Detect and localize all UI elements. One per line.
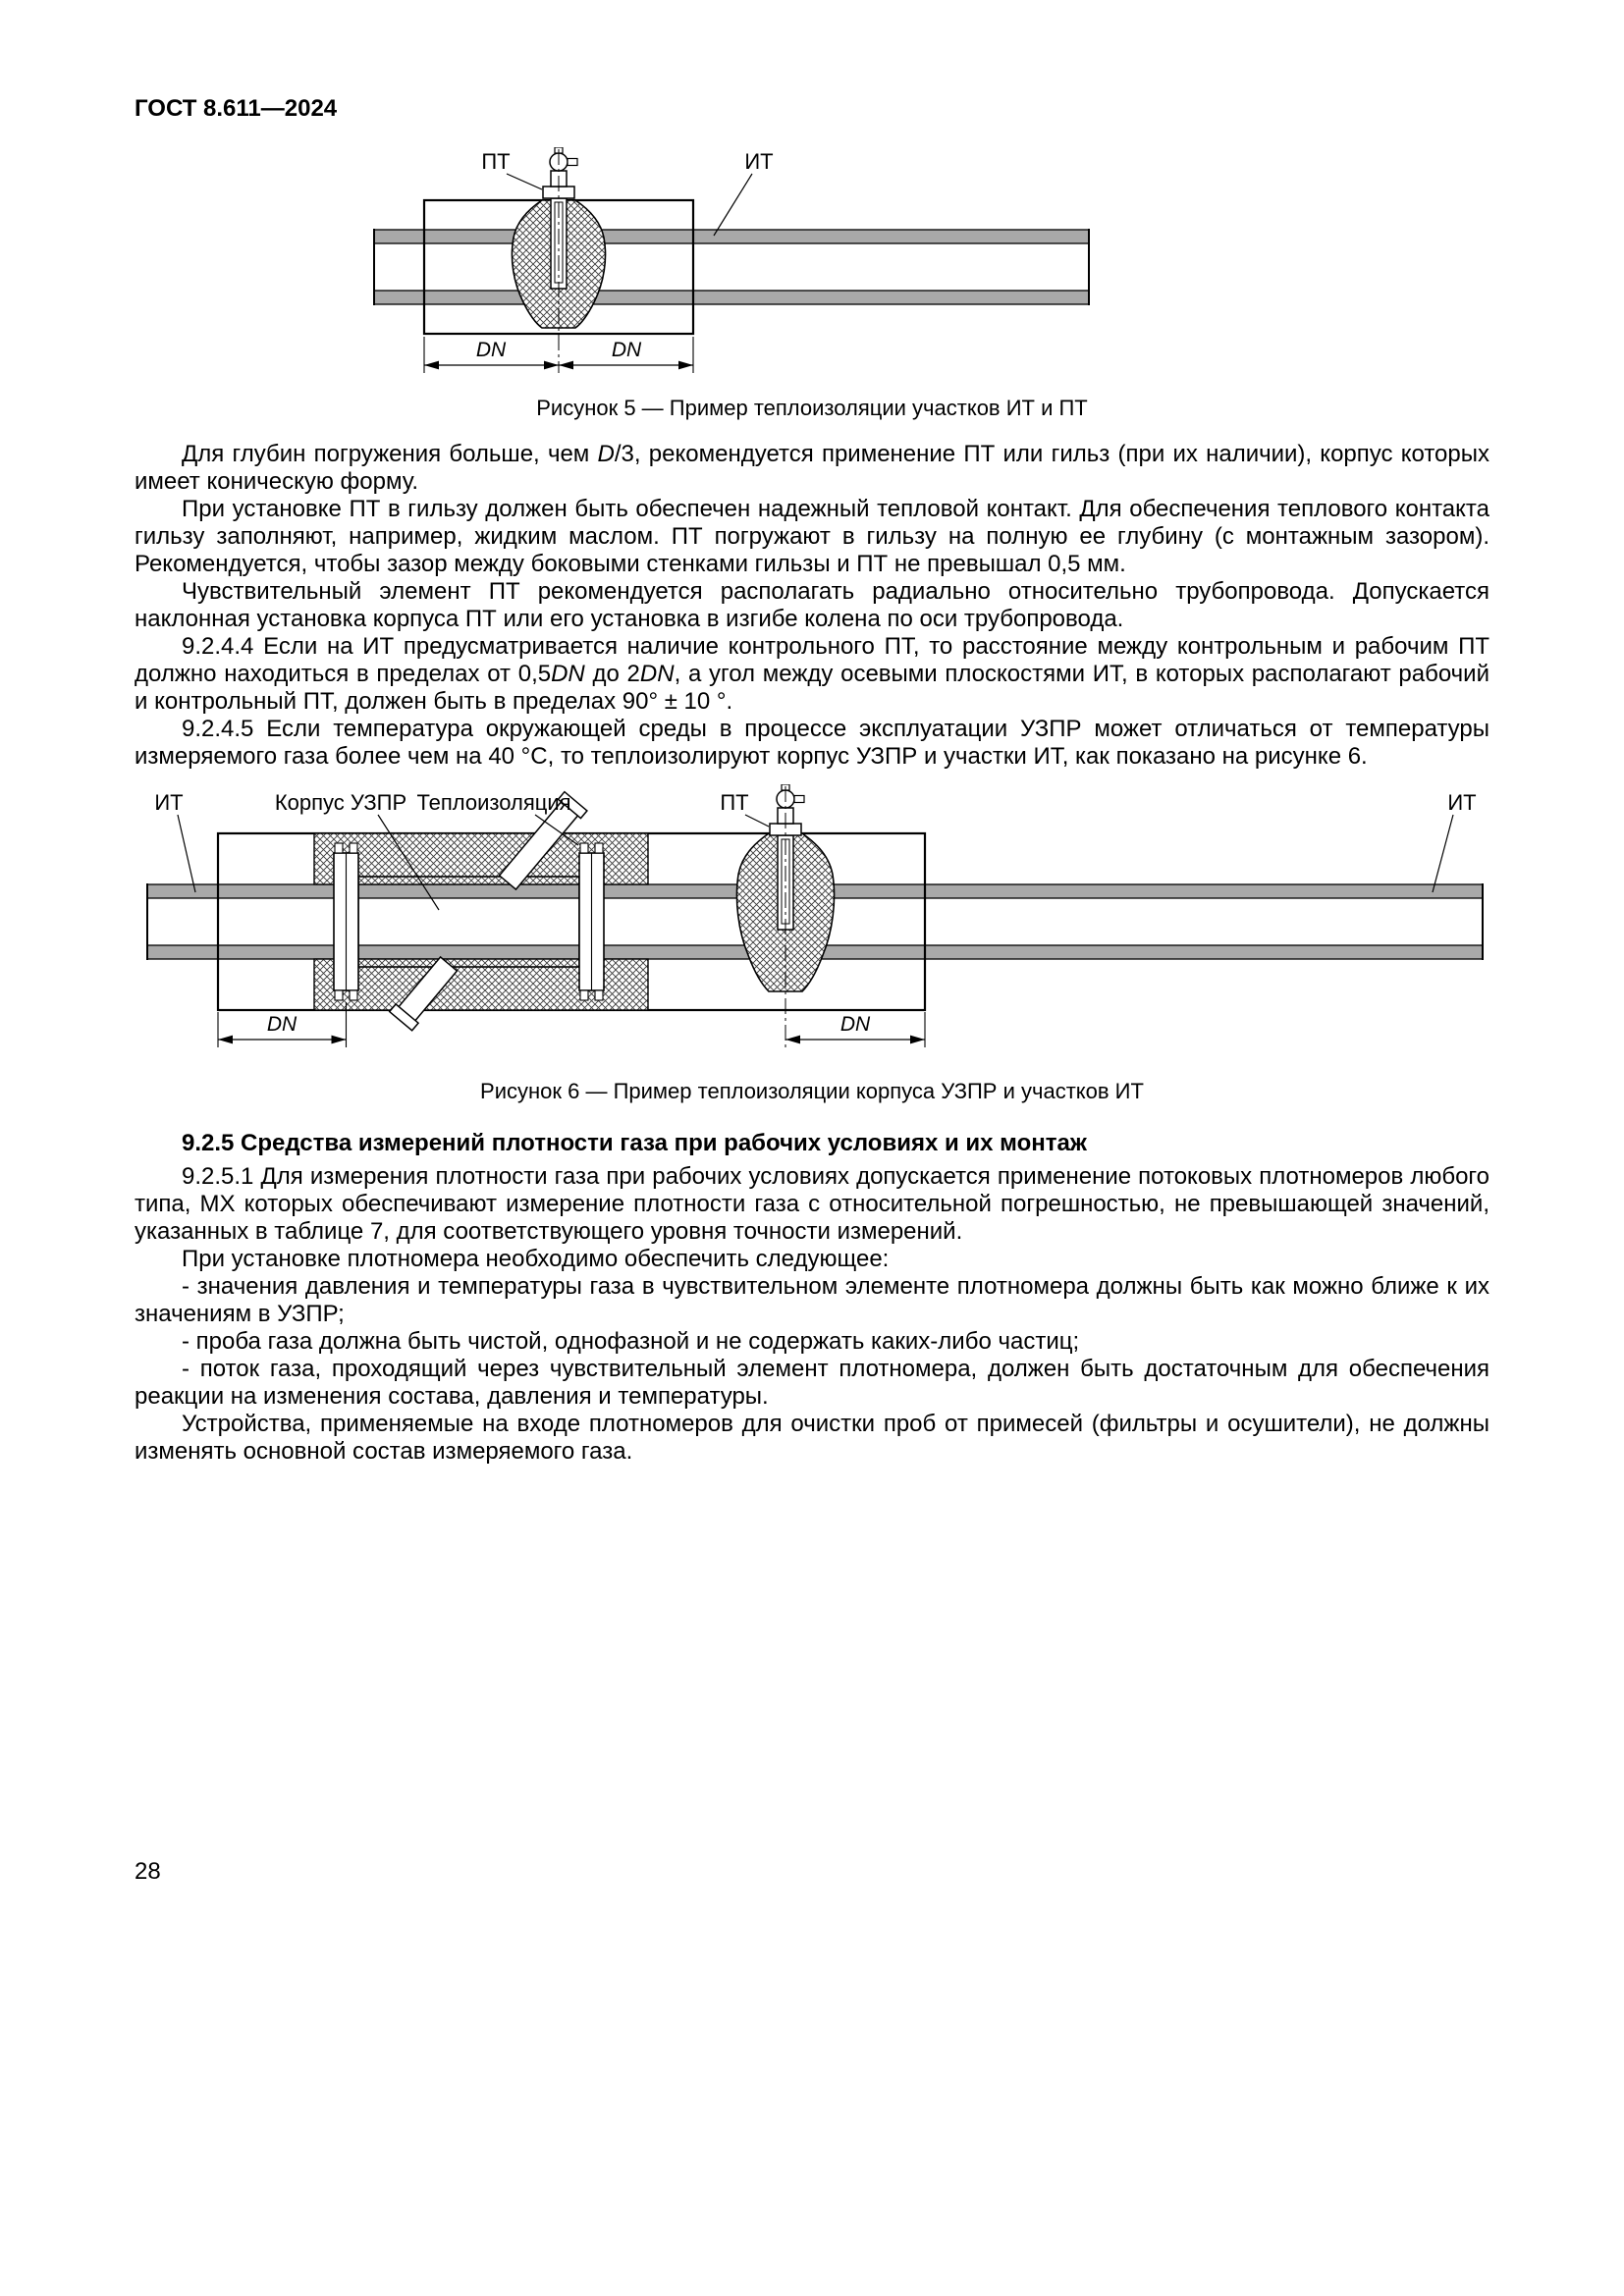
figure6-caption: Рисунок 6 — Пример теплоизоляции корпуса УЗПР и участков ИТ: [480, 1079, 1144, 1103]
it-label: ИТ: [744, 149, 774, 174]
leader-pt: [720, 790, 769, 827]
dimension-dn-right: [785, 1012, 925, 1047]
flange-left: [334, 843, 358, 1000]
text-run-italic: D: [597, 441, 615, 467]
paragraph-9245: 9.2.4.5 Если температура окружающей среды в процессе эксплуатации УЗПР может отличаться от температуры измеряемого газа более чем на 40 °C, то теплоизолируют корпус УЗПР и участки ИТ, как показано на рисунке 6.: [135, 716, 1489, 770]
paragraph-requirements-intro: При установке плотномера необходимо обеспечить следующее:: [182, 1246, 890, 1272]
dn-label-right: DN: [611, 339, 642, 361]
paragraph-9251: 9.2.5.1 Для измерения плотности газа при рабочих условиях допускается применение потоковых плотномеров любого типа, МХ которых обеспечивают измерение плотности газа с относительной погрешностью, не превышающей значений, указанных в таблице 7, для соответствующего уровня точности измерений.: [135, 1163, 1489, 1245]
flange-right: [579, 843, 604, 1000]
paragraph-d3: [135, 441, 1489, 496]
list-item-sample: - проба газа должна быть чистой, однофазной и не содержать каких-либо частиц;: [182, 1328, 1080, 1355]
text-run: Для глубин погружения больше, чем: [182, 441, 598, 467]
list-item-flow: - поток газа, проходящий через чувствительный элемент плотномера, должен быть достаточным для обеспечения реакции на изменения состава, давления и температуры.: [135, 1356, 1489, 1410]
it-left-label: ИТ: [154, 790, 184, 815]
dn-label-left: DN: [266, 1013, 298, 1036]
leader-it-left: [154, 790, 195, 892]
paragraph-gilza: При установке ПТ в гильзу должен быть обеспечен надежный тепловой контакт. Для обеспечения теплового контакта гильзу заполняют, например, жидким маслом. ПТ погружают в гильзу на полную ее глубину (с монтажным зазором). Рекомендуется, чтобы зазор между боковыми стенками гильзы и ПТ не превышал 0,5 мм.: [135, 496, 1489, 577]
text-run-italic: DN: [551, 661, 585, 687]
leader-it-right: [1433, 790, 1477, 892]
page-number: 28: [135, 1858, 161, 1885]
figure-6: [135, 784, 1489, 1064]
figure5-caption: Рисунок 5 — Пример теплоизоляции участков ИТ и ПТ: [536, 396, 1088, 420]
leader-pt: [481, 149, 542, 189]
pt-label: ПТ: [720, 790, 749, 815]
figure-5: [368, 147, 1095, 381]
leader-it: [714, 149, 774, 236]
pt-label: ПТ: [481, 149, 511, 174]
it-right-label: ИТ: [1447, 790, 1477, 815]
dn-label-right: DN: [839, 1013, 871, 1036]
insulation-label: Теплоизоляция: [416, 790, 571, 815]
text-run: , а угол между осевыми плоскостями ИТ, в которых располагают рабочий и контрольный ПТ, должен быть в пределах 90° ± 10 °.: [135, 661, 1489, 715]
pipe: [374, 229, 1089, 305]
figure6-drawing: [135, 784, 1489, 1064]
text-run: /3, рекомендуется применение ПТ или гильз (при их наличии), корпус которых имеет коническую форму.: [135, 441, 1489, 495]
text-run-italic: DN: [639, 661, 675, 687]
paragraph-9244: [135, 633, 1489, 716]
document-header: ГОСТ 8.611—2024: [135, 95, 338, 122]
dn-label-left: DN: [475, 339, 507, 361]
body-label: Корпус УЗПР: [274, 790, 407, 815]
section-heading-925: 9.2.5 Средства измерений плотности газа при рабочих условиях и их монтаж: [182, 1130, 1087, 1156]
paragraph-filters: Устройства, применяемые на входе плотномеров для очистки проб от примесей (фильтры и осушители), не должны изменять основной состав измеряемого газа.: [135, 1411, 1489, 1465]
paragraph-element: Чувствительный элемент ПТ рекомендуется располагать радиально относительно трубопровода. Допускается наклонная установка корпуса ПТ или его установка в изгибе колена по оси трубопровода.: [135, 578, 1489, 632]
page-content: [135, 0, 1489, 1466]
figure5-drawing: [368, 147, 1095, 381]
text-run: 9.2.4.4 Если на ИТ предусматривается наличие контрольного ПТ, то расстояние между контрольным и рабочим ПТ должно находиться в пределах от 0,5: [135, 633, 1489, 687]
text-run: до 2: [584, 661, 640, 687]
list-item-pressure: - значения давления и температуры газа в чувствительном элементе плотномера должны быть как можно ближе к их значениям в УЗПР;: [135, 1273, 1489, 1327]
